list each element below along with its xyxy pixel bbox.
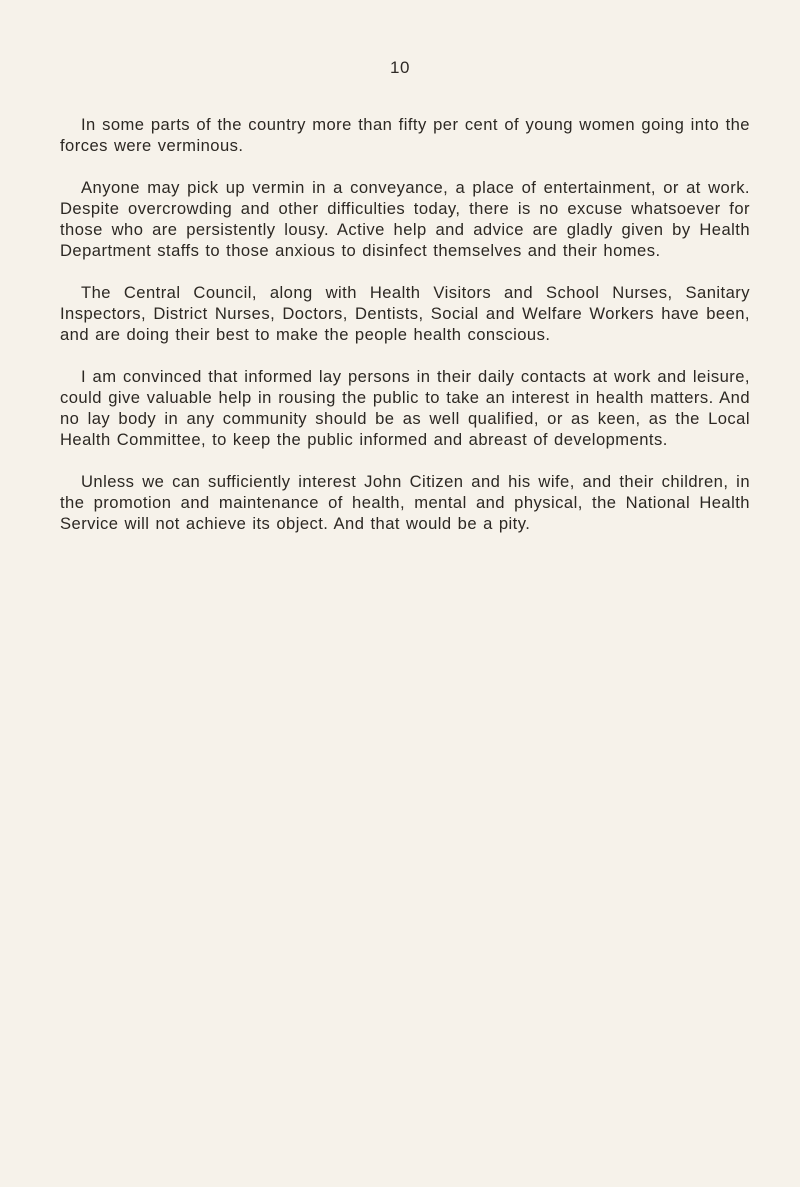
- paragraph-4: I am convinced that informed lay persons in their daily contacts at work and leisure, could give valuable help in rousing the public to take an interest in health matters. And no lay body in any community should be as well qualified, or as keen, as the Local Health Committee, to keep the public informed and abreast of developments.: [60, 367, 750, 449]
- paragraph-1: In some parts of the country more than fifty per cent of young women going into the forces were verminous.: [60, 115, 750, 155]
- page-number: 10: [390, 58, 410, 77]
- body-text: [60, 114, 750, 534]
- paragraph-3: The Central Council, along with Health Visitors and School Nurses, Sanitary Inspectors, District Nurses, Doctors, Dentists, Social and Welfare Workers have been, and are doing their best to make the people health conscious.: [60, 283, 750, 344]
- paragraph-5: Unless we can sufficiently interest John Citizen and his wife, and their children, in the promotion and maintenance of health, mental and physical, the National Health Service will not achieve its object. And that would be a pity.: [60, 472, 750, 533]
- paragraph-2: Anyone may pick up vermin in a conveyance, a place of entertainment, or at work. Despite overcrowding and other difficulties today, there is no excuse whatsoever for those who are persistently lousy. Active help and advice are gladly given by Health Department staffs to those anxious to disinfect themselves and their homes.: [60, 178, 750, 260]
